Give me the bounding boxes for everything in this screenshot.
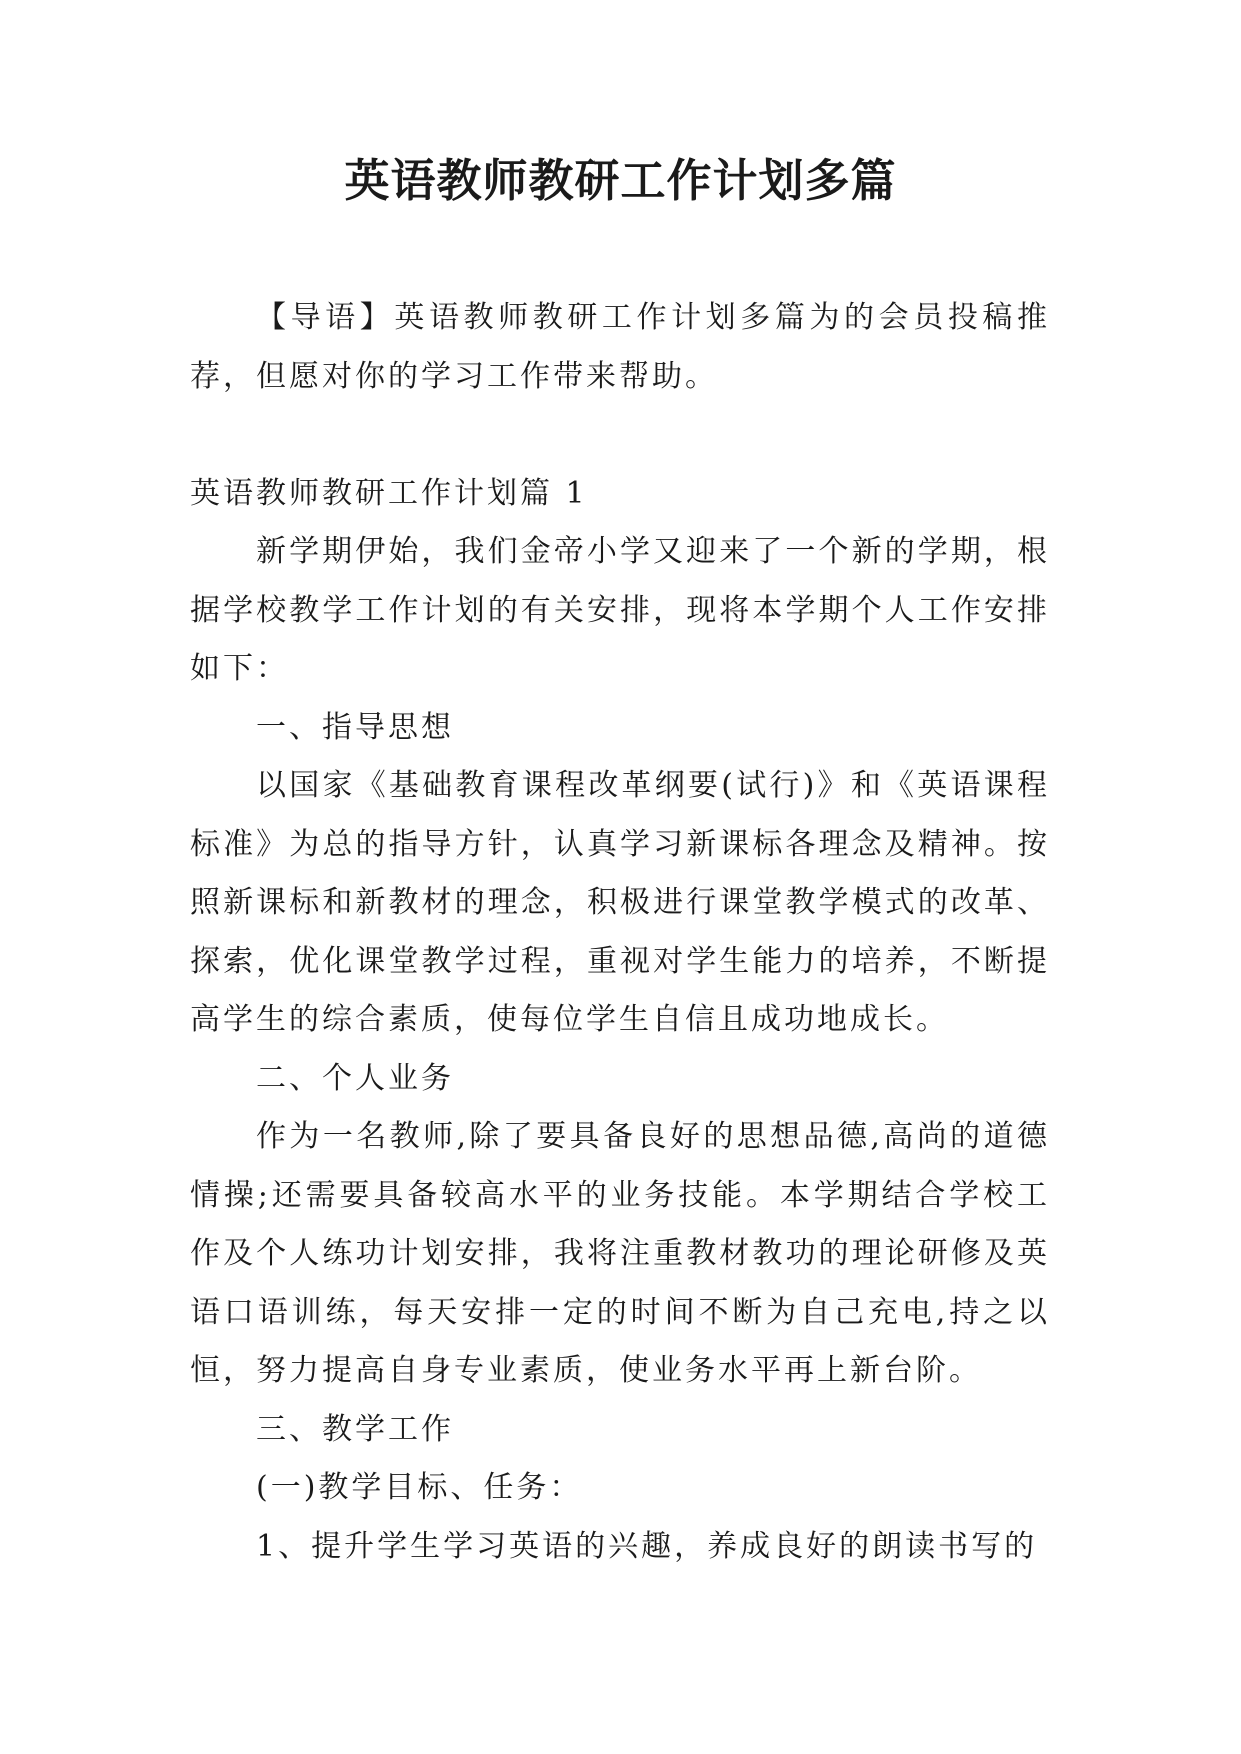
heading-teaching-work: 三、教学工作 — [256, 1411, 454, 1447]
heading-guiding-ideology: 一、指导思想 — [256, 709, 454, 745]
body-paragraph-1: 新学期伊始，我们金帝小学又迎来了一个新的学期，根据学校教学工作计划的有关安排，现将本学期个人工作安排如下： — [190, 534, 1050, 686]
subheading-teaching-goals: (一)教学目标、任务： — [256, 1470, 583, 1505]
list-item-1: 1、提升学生学习英语的兴趣，养成良好的朗读书写的 — [256, 1528, 1038, 1564]
intro-paragraph: 【导语】英语教师教研工作计划多篇为的会员投稿推荐，但愿对你的学习工作带来帮助。 — [190, 300, 1050, 394]
heading-personal-work: 二、个人业务 — [256, 1060, 454, 1096]
document-body — [190, 289, 1050, 1576]
body-paragraph-2: 以国家《基础教育课程改革纲要(试行)》和《英语课程标准》为总的指导方针，认真学习新课标各理念及精神。按照新课标和新教材的理念，积极进行课堂教学模式的改革、探索，优化课堂教学过程，重视对学生能力的培养，不断提高学生的综合素质，使每位学生自信且成功地成长。 — [190, 768, 1050, 1037]
body-paragraph-3: 作为一名教师,除了要具备良好的思想品德,高尚的道德情操;还需要具备较高水平的业务技能。本学期结合学校工作及个人练功计划安排，我将注重教材教功的理论研修及英语口语训练，每天安排一定的时间不断为自己充电,持之以恒，努力提高自身专业素质，使业务水平再上新台阶。 — [190, 1119, 1050, 1388]
section-heading: 英语教师教研工作计划篇 1 — [190, 475, 588, 511]
document-title: 英语教师教研工作计划多篇 — [344, 154, 897, 207]
